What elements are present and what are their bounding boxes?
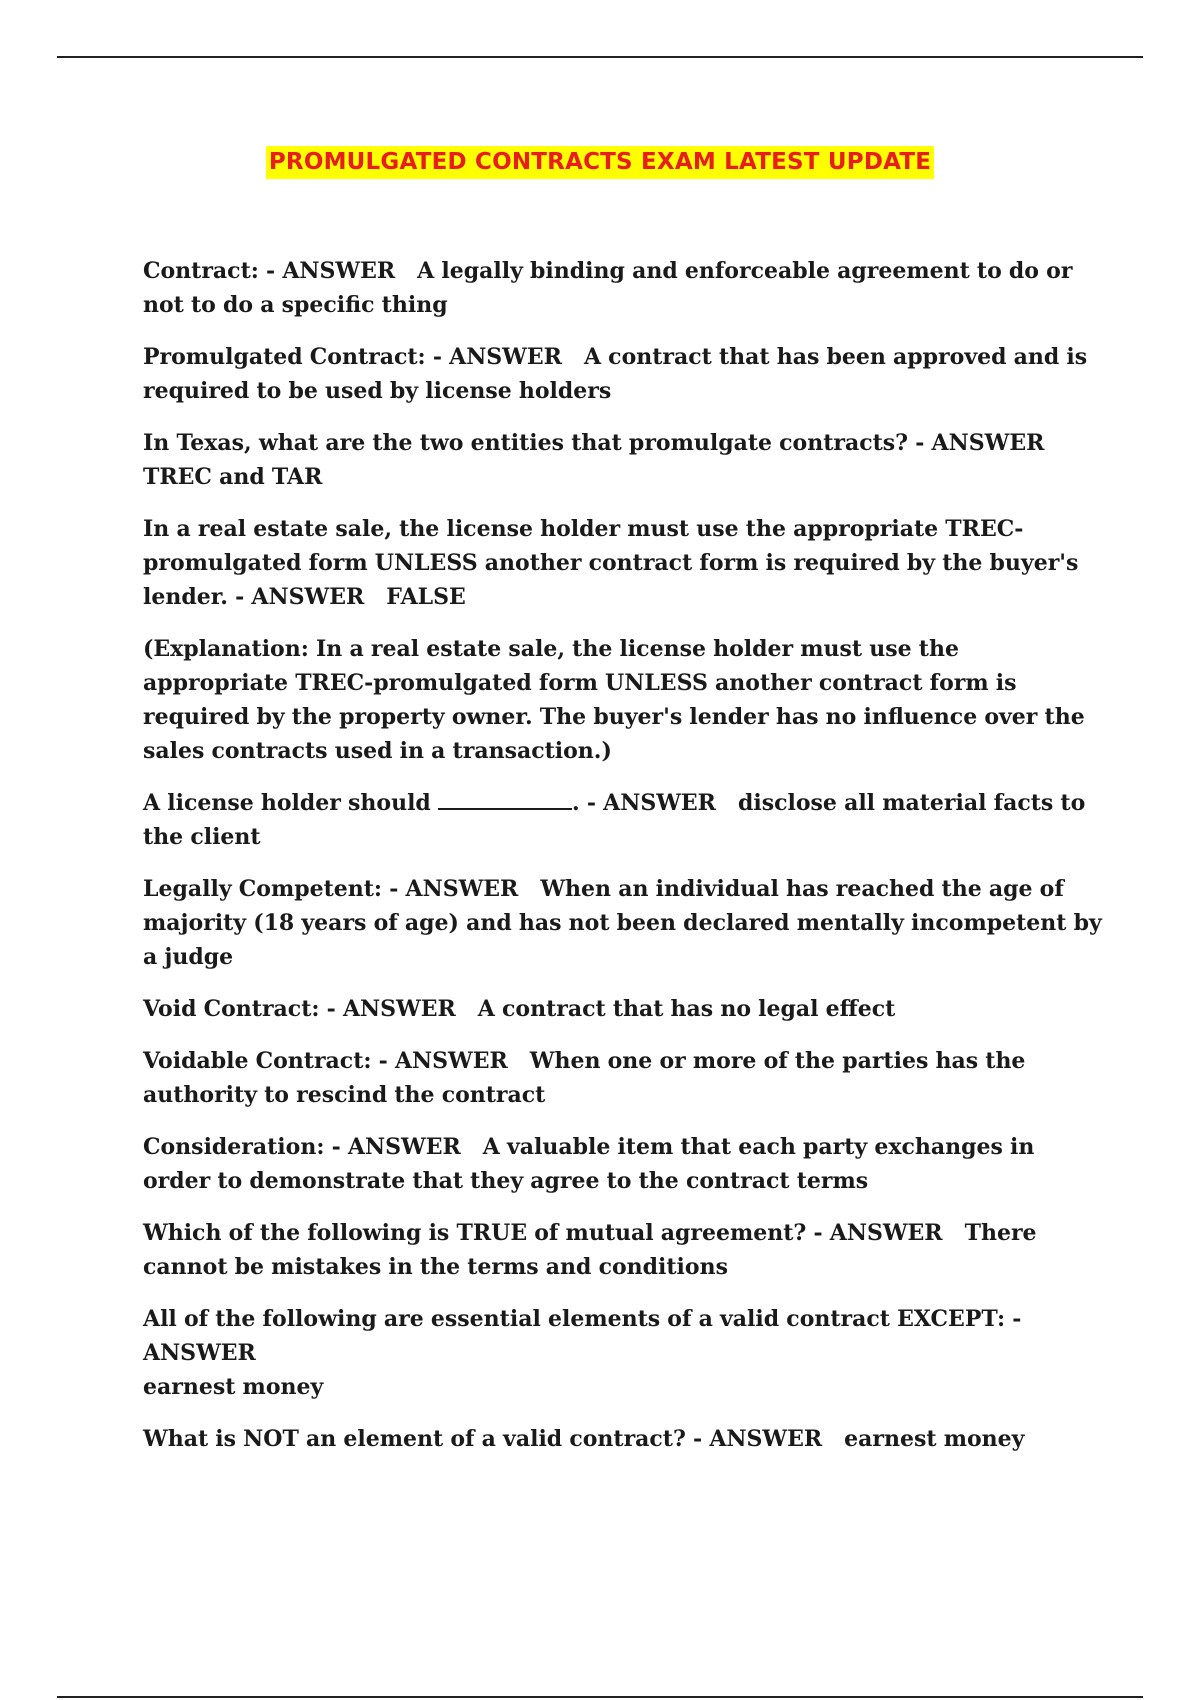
list-item [143, 1422, 1103, 1456]
list-item [143, 512, 1103, 614]
list-item [143, 426, 1103, 494]
list-item [143, 254, 1103, 322]
question-text: Void Contract: [143, 996, 320, 1022]
list-item [143, 1302, 1103, 1404]
answer-text: disclose all material facts to the client [143, 790, 1086, 850]
fill-in-blank [438, 786, 572, 810]
answer-marker: - ANSWER [331, 1134, 461, 1160]
answer-text: When one or more of the parties has the authority to rescind the contract [143, 1048, 1026, 1108]
answer-marker: - ANSWER [915, 430, 1045, 456]
list-item [143, 992, 1103, 1026]
answer-text: A contract that has no legal effect [477, 996, 896, 1022]
title-container [0, 146, 1200, 179]
question-text: Voidable Contract: [143, 1048, 372, 1074]
qa-list [143, 254, 1103, 1474]
question-text: In a real estate sale, the license holder must use the appropriate TREC-promulgated form UNLESS another contract form is required by the buyer's lender. [143, 516, 1079, 610]
answer-text: earnest money [844, 1426, 1025, 1452]
question-text: In Texas, what are the two entities that promulgate contracts? [143, 430, 909, 456]
answer-marker: - ANSWER [378, 1048, 508, 1074]
answer-text: When an individual has reached the age of majority (18 years of age) and has not been declared mentally incompetent by a judge [143, 876, 1102, 970]
list-item [143, 340, 1103, 408]
question-text: Contract: [143, 258, 259, 284]
question-text: All of the following are essential elements of a valid contract EXCEPT: [143, 1306, 1006, 1332]
explanation-paragraph: (Explanation: In a real estate sale, the license holder must use the appropriate TREC-promulgated form UNLESS another contract form is required by the property owner. The buyer's lender has no influence over the sales contracts used in a transaction.) [143, 636, 1085, 764]
list-item [143, 1216, 1103, 1284]
question-punct: . [572, 790, 580, 816]
answer-marker: - ANSWER [326, 996, 456, 1022]
top-rule [57, 56, 1143, 58]
answer-text: A valuable item that each party exchanges in order to demonstrate that they agree to the contract terms [143, 1134, 1035, 1194]
list-item [143, 786, 1103, 854]
answer-text: FALSE [386, 584, 466, 610]
answer-marker: - ANSWER [693, 1426, 823, 1452]
answer-marker: - ANSWER [432, 344, 562, 370]
answer-marker: - ANSWER [235, 584, 365, 610]
answer-text: TREC and TAR [143, 464, 323, 490]
bottom-rule [57, 1696, 1143, 1698]
question-text: A license holder should [143, 790, 431, 816]
question-text: Legally Competent: [143, 876, 383, 902]
question-text: Promulgated Contract: [143, 344, 426, 370]
answer-marker: - ANSWER [813, 1220, 943, 1246]
answer-text: earnest money [143, 1374, 324, 1400]
answer-text: A contract that has been approved and is required to be used by license holders [143, 344, 1088, 404]
answer-marker: - ANSWER [143, 1306, 1022, 1366]
answer-marker: - ANSWER [586, 790, 716, 816]
list-item [143, 1130, 1103, 1198]
answer-marker: - ANSWER [266, 258, 396, 284]
question-text: Which of the following is TRUE of mutual agreement? [143, 1220, 807, 1246]
list-item [143, 1044, 1103, 1112]
question-text: Consideration: [143, 1134, 325, 1160]
answer-text: There cannot be mistakes in the terms and conditions [143, 1220, 1037, 1280]
answer-marker: - ANSWER [389, 876, 519, 902]
document-title: PROMULGATED CONTRACTS EXAM LATEST UPDATE [266, 146, 934, 179]
answer-text: A legally binding and enforceable agreement to do or not to do a specific thing [143, 258, 1073, 318]
list-item [143, 872, 1103, 974]
question-text: What is NOT an element of a valid contract? [143, 1426, 686, 1452]
